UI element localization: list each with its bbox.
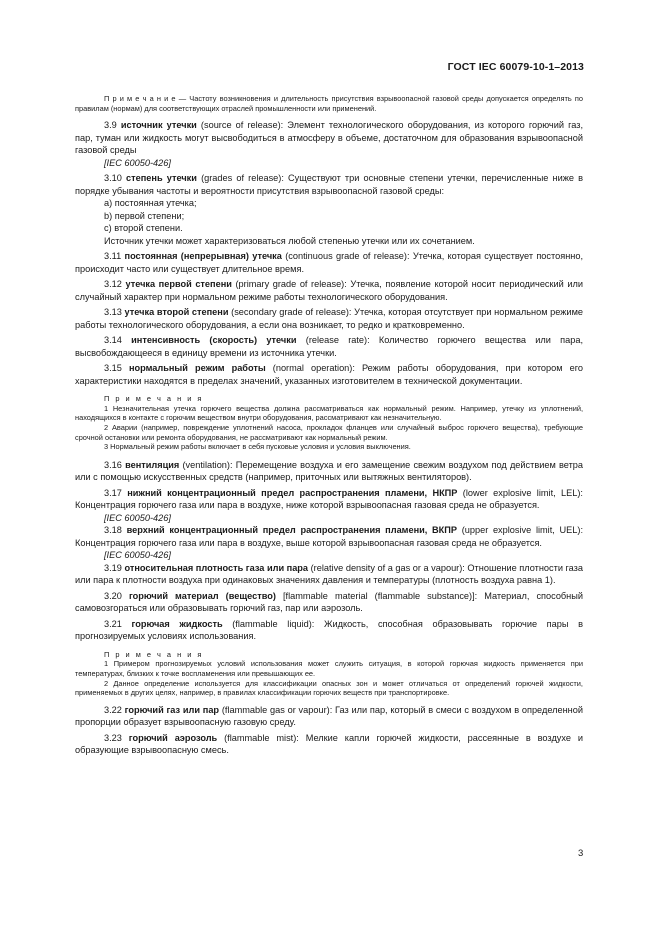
definition-3-12: 3.12 утечка первой степени (primary grade of release): Утечка, появление которой носит периодический или случайный характер при нормальном режиме работы технологического оборудования. — [75, 279, 584, 302]
list-item: a) постоянная утечка; — [104, 198, 197, 209]
term: постоянная (непрерывная) утечка — [124, 251, 282, 262]
term: вентиляция — [125, 459, 180, 470]
definition-3-17: 3.17 нижний концентрационный предел распространения пламени, НКПР (lower explosive limit, LEL): Концентрация горючего газа или пара в воздухе, ниже которой взрывоопасная газовая среда не образуется. — [75, 487, 583, 511]
term: нижний концентрационный предел распространения пламени, НКПР — [127, 487, 458, 498]
note-item: 1 Незначительная утечка горючего вещества должна рассматриваться как нормальный режим. Например, утечку из уплотнений, находящихся в контакте с горючим веществом внутри оборудования, рассматривают как незначительную. — [75, 403, 583, 423]
note-item: 2 Аварии (например, повреждение уплотнений насоса, прокладок фланцев или случайный выброс горючего вещества), требующие срочной остановки или ремонта оборудования, не рассматривают как нормальный режим. — [75, 422, 583, 442]
term: относительная плотность газа или пара — [124, 562, 309, 573]
term: горючий аэрозоль — [128, 732, 218, 743]
term: источник утечки — [120, 120, 197, 131]
list-item: c) второй степени. — [104, 223, 183, 234]
term: горючий материал (вещество) — [128, 590, 276, 601]
note-text: — Частоту возникновения и длительность присутствия взрывоопасной газовой среды допускается определять по правилам (нормам) для соответствующих отраслей промышленности или применений. — [75, 94, 583, 113]
reference: [IEC 60050-426] — [104, 550, 171, 561]
definition-3-19: 3.19 относительная плотность газа или пара (relative density of a gas or a vapour): Отношение плотности газа или пара к плотности воздуха при одинаковых значениях давления и температуры (плотность воздуха равна 1). — [75, 562, 584, 586]
term: утечка первой степени — [125, 279, 232, 290]
definition-3-22: 3.22 горючий газ или пар (flammable gas or vapour): Газ или пар, который в смеси с воздухом в определенной пропорции образует взрывоопасную газовую среду. — [75, 704, 583, 728]
note-item: 2 Данное определение используется для классификации опасных зон и может отличаться от определений горючей жидкости, применяемых в других целях, например, в правилах классификации горючих веществ при транспортировке. — [75, 678, 583, 698]
definition-3-10: 3.10 степень утечки (grades of release): Существуют три основные степени утечки, перечисленные ниже в порядке убывания частоты и вероятности присутствия взрывоопасной газовой среды: — [75, 173, 584, 196]
note-paragraph — [75, 94, 583, 113]
list-item: b) первой степени; — [104, 210, 185, 221]
term: утечка второй степени — [124, 307, 229, 318]
note-label: П р и м е ч а н и е — [104, 94, 176, 103]
definition-3-14: 3.14 интенсивность (скорость) утечки (release rate): Количество горючего вещества или пара, высвобождающееся в единицу времени из источника утечки. — [75, 335, 583, 358]
term: горючий газ или пар — [124, 704, 220, 715]
definition-3-21: 3.21 горючая жидкость (flammable liquid): Жидкость, способная образовывать горючие пары в прогнозируемых условиях использования. — [75, 618, 583, 642]
reference: [IEC 60050-426] — [104, 157, 171, 168]
term: интенсивность (скорость) утечки — [131, 335, 297, 346]
definition-3-11: 3.11 постоянная (непрерывная) утечка (continuous grade of release): Утечка, которая существует постоянно, происходит часто или существует длительное время. — [75, 251, 584, 274]
definition-3-18: 3.18 верхний концентрационный предел распространения пламени, ВКПР (upper explosive limit, UEL): Концентрация горючего газа или пара в воздухе, выше которой взрывоопасная газовая среда не образуется. — [75, 525, 583, 548]
reference: [IEC 60050-426] — [104, 512, 171, 523]
definition-3-9: 3.9 источник утечки (source of release): Элемент технологического оборудования, из которого горючий газ, пар, туман или жидкость могут высвободиться в атмосферу в объеме, достаточном для образования взрывоопасной газовой среды — [75, 120, 583, 156]
notes-label: П р и м е ч а н и я — [104, 649, 204, 659]
note-item: 3 Нормальный режим работы включает в себя пусковые условия и условия выключения. — [104, 442, 411, 452]
term: верхний концентрационный предел распространения пламени, ВКПР — [126, 525, 457, 536]
term: нормальный режим работы — [128, 363, 266, 374]
term: степень утечки — [126, 173, 197, 184]
notes-label: П р и м е ч а н и я — [104, 394, 204, 404]
page-number: 3 — [578, 848, 584, 859]
definition-3-23: 3.23 горючий аэрозоль (flammable mist): Мелкие капли горючей жидкости, рассеянные в воздухе и образующие взрывоопасную смесь. — [75, 732, 584, 756]
definition-3-13: 3.13 утечка второй степени (secondary grade of release): Утечка, которая отсутствует при нормальном режиме работы технологического оборудования, а если она возникает, то редко и кратковременно. — [75, 307, 583, 330]
term: горючая жидкость — [131, 618, 223, 629]
note-item: 1 Примером прогнозируемых условий использования может служить ситуация, в которой горючая жидкость применяется при температурах, близких к точке воспламенения или превышающих ее. — [75, 659, 583, 678]
definition-3-15: 3.15 нормальный режим работы (normal operation): Режим работы оборудования, при котором его характеристики находятся в пределах значений, указанных изготовителем в технической документации. — [75, 363, 583, 386]
definition-3-16: 3.16 вентиляция (ventilation): Перемещение воздуха и его замещение свежим воздухом под действием ветра или с помощью искусственных средств (например, приточных или вытяжных вентиляторов). — [75, 459, 583, 483]
document-body — [75, 94, 583, 757]
paragraph: Источник утечки может характеризоваться любой степенью утечки или их сочетанием. — [104, 235, 475, 246]
definition-3-20: 3.20 горючий материал (вещество) [flammable material (flammable substance)]: Материал, способный самовозгораться или образовывать горючий газ, пар или аэрозоль. — [75, 590, 583, 614]
document-header: ГОСТ IEC 60079-10-1–2013 — [447, 61, 584, 73]
